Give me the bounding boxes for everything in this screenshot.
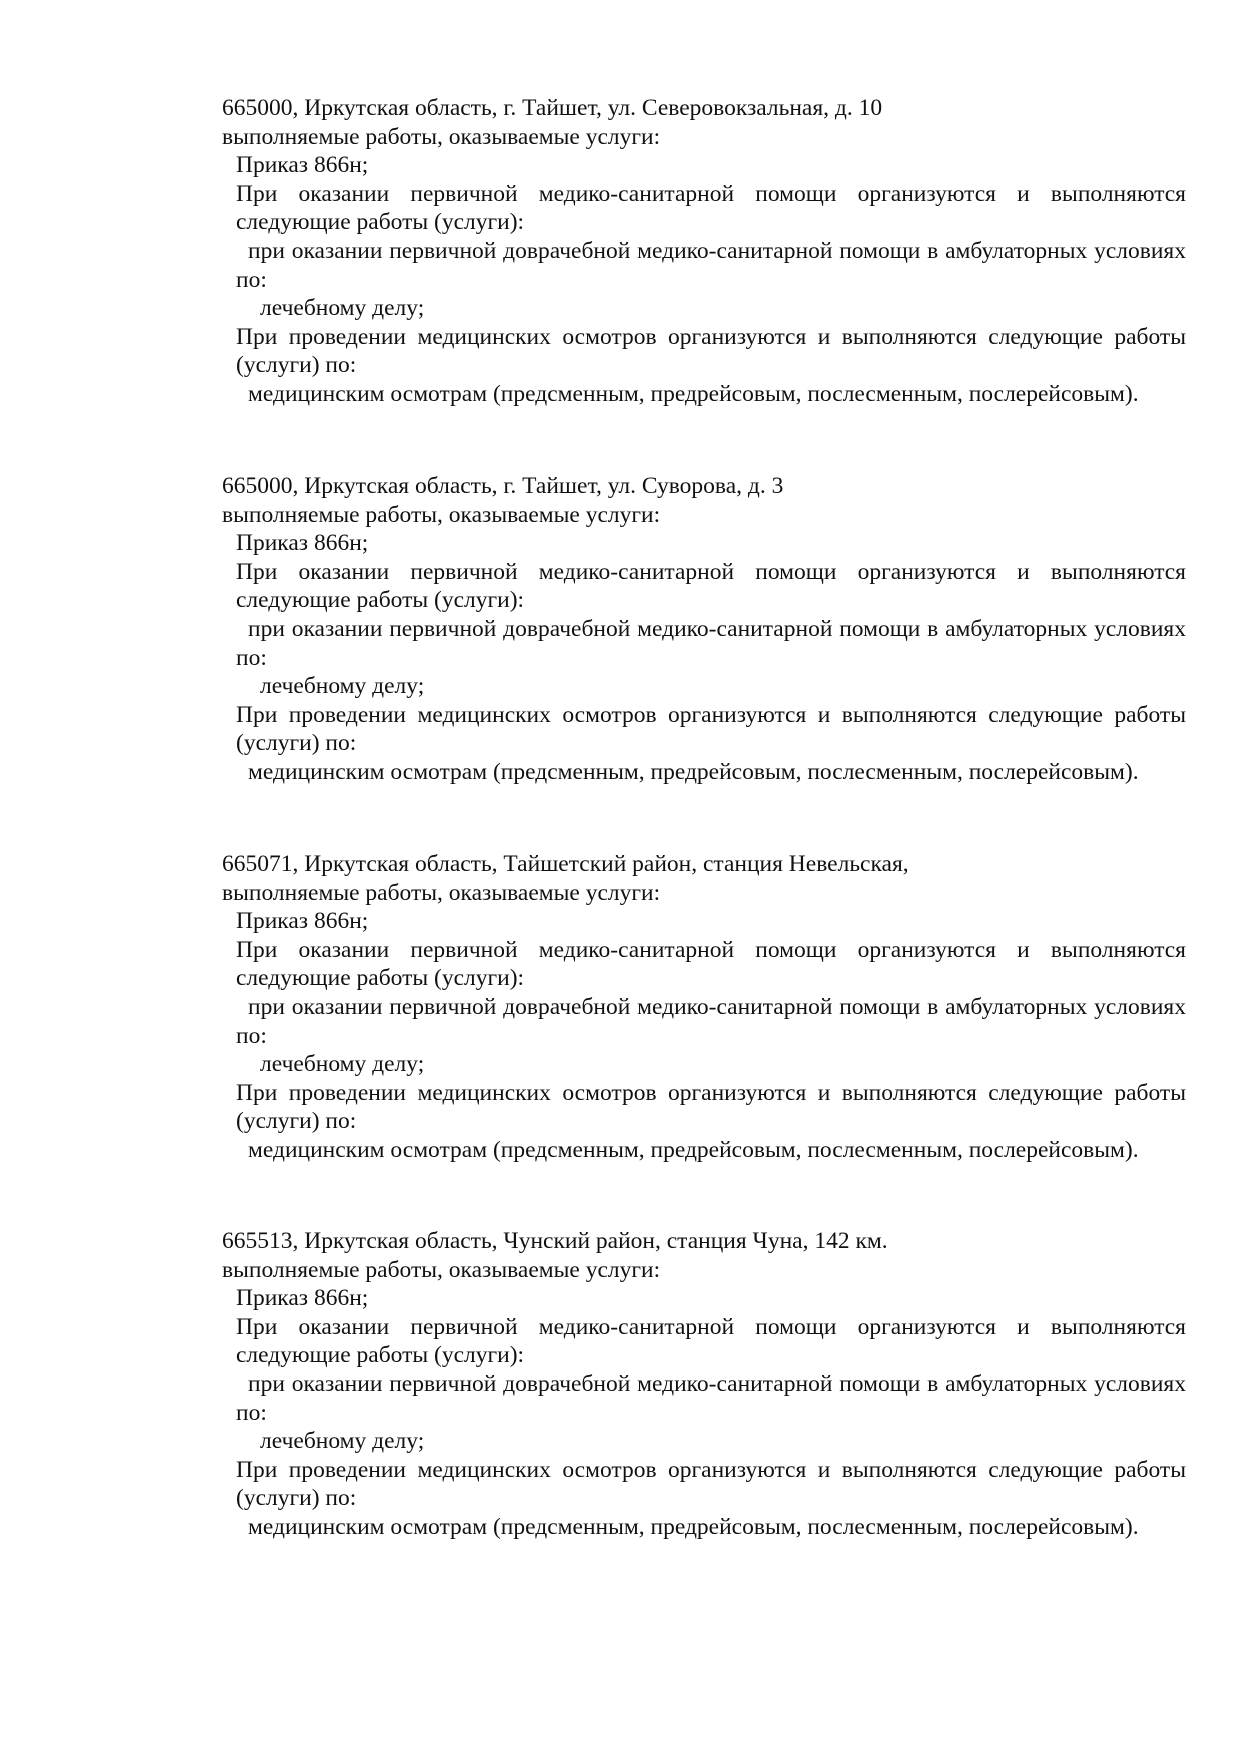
- outpatient-care-line: при оказании первичной доврачебной медико-санитарной помощи в амбулаторных условиях по:: [236, 993, 1186, 1049]
- medical-exams-list: медицинским осмотрам (предсменным, предрейсовым, послесменным, послерейсовым).: [248, 758, 1139, 785]
- specialty-line: лечебному делу;: [260, 1051, 425, 1078]
- outpatient-care-line: при оказании первичной доврачебной медико-санитарной помощи в амбулаторных условиях по:: [236, 615, 1186, 671]
- medical-exams-intro: При проведении медицинских осмотров организуются и выполняются следующие работы (услуги) по:: [236, 701, 1186, 757]
- primary-care-intro: При оказании первичной медико-санитарной помощи организуются и выполняются следующие работы (услуги):: [236, 180, 1186, 236]
- address-section: [222, 1227, 1186, 1542]
- primary-care-intro: При оказании первичной медико-санитарной помощи организуются и выполняются следующие работы (услуги):: [236, 936, 1186, 992]
- medical-exams-list: медицинским осмотрам (предсменным, предрейсовым, послесменным, послерейсовым).: [248, 380, 1139, 407]
- specialty-line: лечебному делу;: [260, 1428, 425, 1455]
- services-label: выполняемые работы, оказываемые услуги:: [222, 1256, 661, 1283]
- outpatient-care-line: при оказании первичной доврачебной медико-санитарной помощи в амбулаторных условиях по:: [236, 237, 1186, 293]
- primary-care-intro: При оказании первичной медико-санитарной помощи организуются и выполняются следующие работы (услуги):: [236, 1313, 1186, 1369]
- services-label: выполняемые работы, оказываемые услуги:: [222, 879, 661, 906]
- medical-exams-intro: При проведении медицинских осмотров организуются и выполняются следующие работы (услуги) по:: [236, 1456, 1186, 1512]
- order-reference: Приказ 866н;: [236, 908, 369, 935]
- medical-exams-intro: При проведении медицинских осмотров организуются и выполняются следующие работы (услуги) по:: [236, 323, 1186, 379]
- medical-exams-list: медицинским осмотрам (предсменным, предрейсовым, послесменным, послерейсовым).: [248, 1136, 1139, 1163]
- medical-exams-list: медицинским осмотрам (предсменным, предрейсовым, послесменным, послерейсовым).: [248, 1513, 1139, 1540]
- order-reference: Приказ 866н;: [236, 152, 369, 179]
- address-line: 665000, Иркутская область, г. Тайшет, ул. Северовокзальная, д. 10: [222, 95, 883, 121]
- outpatient-care-line: при оказании первичной доврачебной медико-санитарной помощи в амбулаторных условиях по:: [236, 1370, 1186, 1426]
- address-line: 665071, Иркутская область, Тайшетский район, станция Невельская,: [222, 851, 909, 877]
- specialty-line: лечебному делу;: [260, 673, 425, 700]
- address-line: 665000, Иркутская область, г. Тайшет, ул. Суворова, д. 3: [222, 473, 784, 499]
- specialty-line: лечебному делу;: [260, 295, 425, 322]
- medical-exams-intro: При проведении медицинских осмотров организуются и выполняются следующие работы (услуги) по:: [236, 1079, 1186, 1135]
- order-reference: Приказ 866н;: [236, 530, 369, 557]
- primary-care-intro: При оказании первичной медико-санитарной помощи организуются и выполняются следующие работы (услуги):: [236, 558, 1186, 614]
- services-label: выполняемые работы, оказываемые услуги:: [222, 501, 661, 528]
- address-line: 665513, Иркутская область, Чунский район, станция Чуна, 142 км.: [222, 1228, 888, 1254]
- address-section: [222, 850, 1186, 1165]
- address-section: [222, 472, 1186, 787]
- services-label: выполняемые работы, оказываемые услуги:: [222, 123, 661, 150]
- address-section: [222, 94, 1186, 409]
- order-reference: Приказ 866н;: [236, 1285, 369, 1312]
